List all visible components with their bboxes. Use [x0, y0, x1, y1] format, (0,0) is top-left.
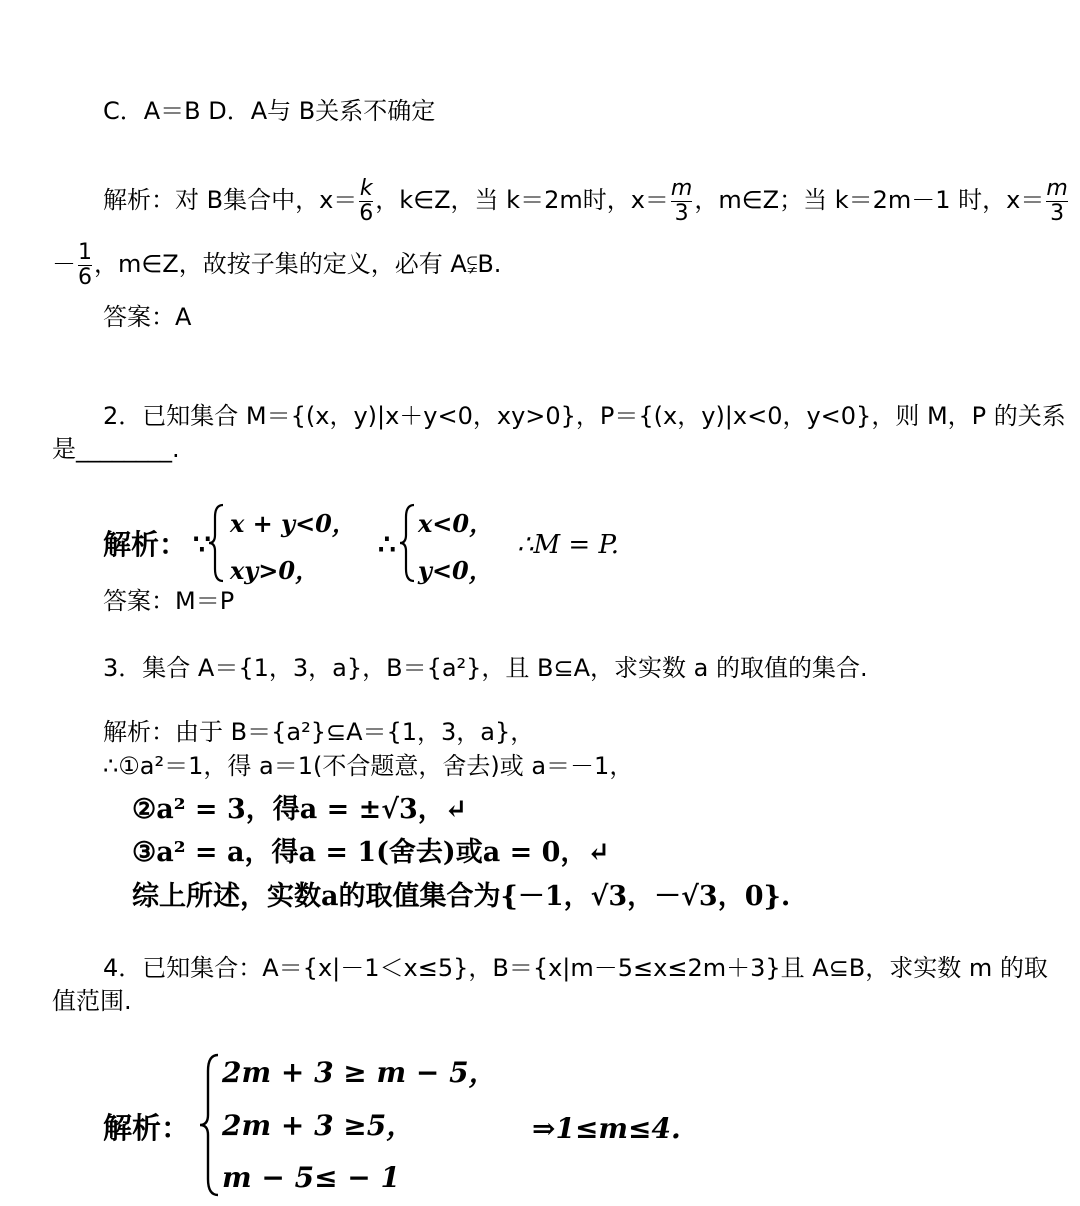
q4-solution-label: 解析：	[103, 1111, 191, 1145]
q1-solution-line-2	[52, 234, 501, 294]
fraction-1-over-6: $\frac{1}{6}$	[78, 239, 92, 290]
q1-sol-text-d: ，m∈Z，故按子集的定义，必有 A⫋B.	[94, 250, 502, 278]
q2-question-line-2: 是________.	[52, 435, 180, 463]
minus-sign: －	[52, 250, 76, 278]
fraction-m-over-3-second: $\frac{m}{3}$	[1046, 175, 1068, 226]
system-3-row-2: 2m + 3 ≥5，	[222, 1109, 415, 1142]
q3-question: 3．集合 A＝{1，3，a}，B＝{a²}，且 B⊆A，求实数 a 的取值的集合.	[103, 654, 868, 682]
q2-solution-label: 解析：	[103, 528, 188, 561]
system-2-row-2: y<0，	[418, 556, 493, 585]
left-brace-system-3	[198, 1053, 222, 1197]
q3-solution-line-3: ②a² = 3，得a = ±√3，↵	[132, 794, 468, 825]
therefore-symbol: ∴	[378, 528, 396, 561]
q1-answer: 答案：A	[103, 303, 192, 331]
q2-answer: 答案：M＝P	[103, 587, 235, 615]
q4-question-line-1: 4．已知集合：A＝{x|－1＜x≤5}，B＝{x|m－5≤x≤2m＋3}且 A⊆B，求实数 m 的取	[103, 954, 1048, 982]
q4-question-line-2: 值范围.	[52, 987, 132, 1015]
system-3-row-1: 2m + 3 ≥ m − 5，	[222, 1056, 497, 1089]
q3-solution-line-1: 解析：由于 B＝{a²}⊆A＝{1，3，a}，	[103, 718, 535, 746]
fraction-k-over-6: $\frac{k}{6}$	[359, 175, 374, 226]
q1-solution-line-1	[103, 170, 1070, 230]
system-1-row-1: x + y<0，	[230, 509, 356, 538]
q1-sol-text-c: ，m∈Z；当 k＝2m－1 时，x＝	[694, 186, 1045, 214]
q3-solution-line-4: ③a² = a，得a = 1(舍去)或a = 0，↵	[132, 837, 611, 868]
fraction-m-over-3: $\frac{m}{3}$	[670, 175, 693, 226]
q3-solution-line-2: ∴①a²＝1，得 a＝1(不合题意，舍去)或 a＝－1，	[103, 752, 634, 780]
system-2-row-1: x<0，	[418, 509, 494, 538]
system-1-row-2: xy>0，	[230, 556, 320, 585]
q1-sol-text-a: 解析：对 B集合中，x＝	[103, 186, 358, 214]
left-brace-system-1	[207, 503, 227, 583]
q2-conclusion: ∴M = P.	[517, 530, 619, 560]
q3-solution-summary: 综上所述，实数a的取值集合为{－1，√3，－√3，0}.	[132, 881, 791, 912]
system-3-row-3: m − 5≤ − 1	[222, 1161, 400, 1194]
because-symbol: ∵	[193, 528, 211, 561]
q4-result: ⇒1≤m≤4.	[532, 1112, 681, 1145]
left-brace-system-2	[398, 503, 418, 583]
q1-sol-text-b: ，k∈Z，当 k＝2m时，x＝	[375, 186, 669, 214]
q1-options-line: C．A＝B D．A与 B关系不确定	[103, 97, 436, 125]
q2-question-line-1: 2．已知集合 M＝{(x，y)|x＋y<0，xy>0}，P＝{(x，y)|x<0，y<0}，则 M，P 的关系	[103, 402, 1066, 430]
